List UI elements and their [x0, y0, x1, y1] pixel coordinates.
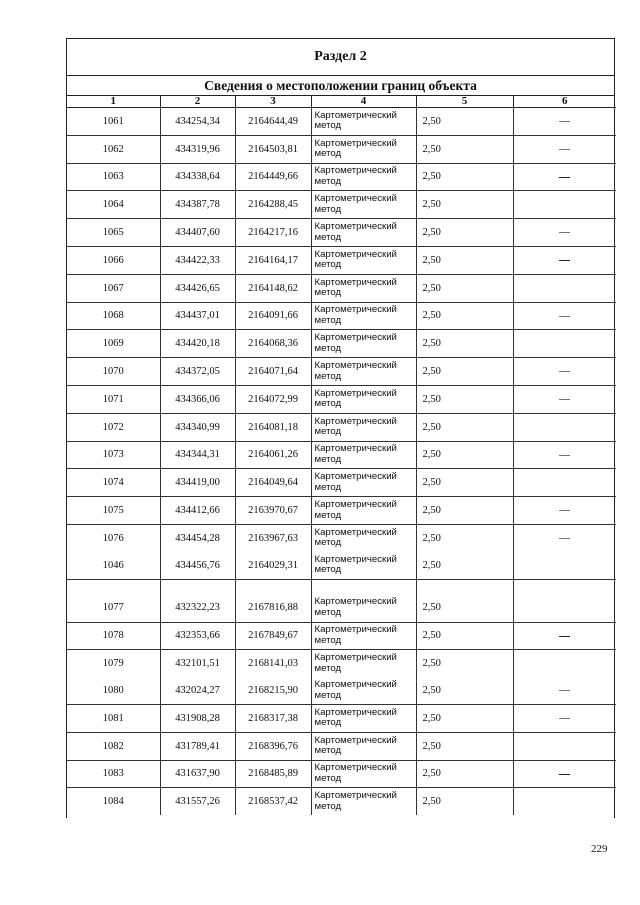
method-cell: Картометрический метод — [311, 246, 416, 274]
method-cell: Картометрический метод — [311, 441, 416, 469]
point-number-cell: 1064 — [67, 191, 160, 219]
dash-mark — [559, 636, 570, 637]
point-number-cell: 1063 — [67, 163, 160, 191]
y-coordinate-cell: 2164148,62 — [235, 274, 311, 302]
column-header-6: 6 — [513, 96, 616, 108]
point-number-cell: 1084 — [67, 788, 160, 815]
method-cell: Картометрический метод — [311, 330, 416, 358]
x-coordinate-cell: 432024,27 — [160, 677, 235, 704]
accuracy-cell: 2,50 — [416, 788, 513, 815]
column-number-row — [67, 96, 616, 108]
point-number-cell: 1069 — [67, 330, 160, 358]
method-cell: Картометрический метод — [311, 497, 416, 525]
point-number-cell: 1080 — [67, 677, 160, 704]
description-cell — [513, 650, 616, 677]
point-number-cell: 1071 — [67, 385, 160, 413]
accuracy-cell: 2,50 — [416, 650, 513, 677]
method-cell: Картометрический метод — [311, 469, 416, 497]
table-row — [67, 191, 616, 219]
description-cell — [513, 732, 616, 760]
method-cell: Картометрический метод — [311, 732, 416, 760]
table-row — [67, 497, 616, 525]
x-coordinate-cell: 431637,90 — [160, 760, 235, 788]
method-cell: Картометрический метод — [311, 358, 416, 386]
description-cell — [513, 441, 616, 469]
method-cell: Картометрический метод — [311, 788, 416, 815]
section-title: Раздел 2 — [67, 39, 614, 76]
y-coordinate-cell: 2164049,64 — [235, 469, 311, 497]
description-cell — [513, 108, 616, 136]
table-row — [67, 441, 616, 469]
column-header-1: 1 — [67, 96, 160, 108]
point-number-cell: 1072 — [67, 413, 160, 441]
table-row — [67, 330, 616, 358]
point-number-cell: 1061 — [67, 108, 160, 136]
x-coordinate-cell: 432101,51 — [160, 650, 235, 677]
x-coordinate-cell: 434254,34 — [160, 108, 235, 136]
dash-mark — [559, 232, 570, 233]
method-cell: Картометрический метод — [311, 524, 416, 551]
table-row — [67, 732, 616, 760]
method-cell: Картометрический метод — [311, 302, 416, 330]
x-coordinate-cell: 431908,28 — [160, 704, 235, 732]
x-coordinate-cell: 434426,65 — [160, 274, 235, 302]
method-cell: Картометрический метод — [311, 704, 416, 732]
y-coordinate-cell: 2164449,66 — [235, 163, 311, 191]
description-cell — [513, 677, 616, 704]
y-coordinate-cell: 2164029,31 — [235, 552, 311, 579]
point-number-cell: 1082 — [67, 732, 160, 760]
y-coordinate-cell: 2164091,66 — [235, 302, 311, 330]
description-cell — [513, 163, 616, 191]
y-coordinate-cell: 2168396,76 — [235, 732, 311, 760]
accuracy-cell: 2,50 — [416, 579, 513, 622]
table-row — [67, 579, 616, 622]
dash-mark — [559, 149, 570, 150]
dash-mark — [559, 690, 570, 691]
point-number-cell: 1077 — [67, 579, 160, 622]
accuracy-cell: 2,50 — [416, 163, 513, 191]
y-coordinate-cell: 2163967,63 — [235, 524, 311, 551]
y-coordinate-cell: 2164061,26 — [235, 441, 311, 469]
coordinates-table — [67, 96, 616, 815]
point-number-cell: 1068 — [67, 302, 160, 330]
accuracy-cell: 2,50 — [416, 191, 513, 219]
description-cell — [513, 413, 616, 441]
method-cell: Картометрический метод — [311, 413, 416, 441]
dash-mark — [559, 177, 570, 178]
description-cell — [513, 622, 616, 650]
accuracy-cell: 2,50 — [416, 497, 513, 525]
table-row — [67, 274, 616, 302]
table-row — [67, 135, 616, 163]
y-coordinate-cell: 2164288,45 — [235, 191, 311, 219]
point-number-cell: 1067 — [67, 274, 160, 302]
method-cell: Картометрический метод — [311, 108, 416, 136]
x-coordinate-cell: 434372,05 — [160, 358, 235, 386]
y-coordinate-cell: 2164644,49 — [235, 108, 311, 136]
description-cell — [513, 274, 616, 302]
y-coordinate-cell: 2168317,38 — [235, 704, 311, 732]
method-cell: Картометрический метод — [311, 622, 416, 650]
table-row — [67, 108, 616, 136]
table-row — [67, 760, 616, 788]
description-cell — [513, 385, 616, 413]
description-cell — [513, 358, 616, 386]
y-coordinate-cell: 2164164,17 — [235, 246, 311, 274]
x-coordinate-cell: 431557,26 — [160, 788, 235, 815]
accuracy-cell: 2,50 — [416, 677, 513, 704]
accuracy-cell: 2,50 — [416, 274, 513, 302]
accuracy-cell: 2,50 — [416, 413, 513, 441]
column-header-4: 4 — [311, 96, 416, 108]
y-coordinate-cell: 2163970,67 — [235, 497, 311, 525]
dash-mark — [559, 121, 570, 122]
column-header-3: 3 — [235, 96, 311, 108]
table-row — [67, 524, 616, 551]
point-number-cell: 1070 — [67, 358, 160, 386]
y-coordinate-cell: 2167849,67 — [235, 622, 311, 650]
method-cell: Картометрический метод — [311, 385, 416, 413]
x-coordinate-cell: 432353,66 — [160, 622, 235, 650]
method-cell: Картометрический метод — [311, 163, 416, 191]
accuracy-cell: 2,50 — [416, 622, 513, 650]
column-header-2: 2 — [160, 96, 235, 108]
point-number-cell: 1062 — [67, 135, 160, 163]
y-coordinate-cell: 2164068,36 — [235, 330, 311, 358]
table-row — [67, 219, 616, 247]
description-cell — [513, 788, 616, 815]
table-row — [67, 552, 616, 579]
x-coordinate-cell: 434338,64 — [160, 163, 235, 191]
point-number-cell: 1075 — [67, 497, 160, 525]
table-body — [67, 108, 616, 816]
point-number-cell: 1065 — [67, 219, 160, 247]
point-number-cell: 1046 — [67, 552, 160, 579]
table-row — [67, 788, 616, 815]
description-cell — [513, 246, 616, 274]
method-cell: Картометрический метод — [311, 135, 416, 163]
x-coordinate-cell: 434387,78 — [160, 191, 235, 219]
point-number-cell: 1081 — [67, 704, 160, 732]
y-coordinate-cell: 2168215,90 — [235, 677, 311, 704]
description-cell — [513, 469, 616, 497]
method-cell: Картометрический метод — [311, 274, 416, 302]
x-coordinate-cell: 434454,28 — [160, 524, 235, 551]
method-cell: Картометрический метод — [311, 650, 416, 677]
point-number-cell: 1079 — [67, 650, 160, 677]
description-cell — [513, 704, 616, 732]
method-cell: Картометрический метод — [311, 760, 416, 788]
table-row — [67, 246, 616, 274]
point-number-cell: 1078 — [67, 622, 160, 650]
table-frame — [66, 38, 615, 818]
table-row — [67, 650, 616, 677]
method-cell: Картометрический метод — [311, 191, 416, 219]
table-row — [67, 163, 616, 191]
x-coordinate-cell: 434407,60 — [160, 219, 235, 247]
dash-mark — [559, 538, 570, 539]
description-cell — [513, 191, 616, 219]
table-row — [67, 358, 616, 386]
page-number: 229 — [591, 843, 608, 855]
method-cell: Картометрический метод — [311, 552, 416, 579]
y-coordinate-cell: 2167816,88 — [235, 579, 311, 622]
x-coordinate-cell: 434437,01 — [160, 302, 235, 330]
dash-mark — [559, 316, 570, 317]
description-cell — [513, 760, 616, 788]
accuracy-cell: 2,50 — [416, 441, 513, 469]
method-cell: Картометрический метод — [311, 579, 416, 622]
y-coordinate-cell: 2164071,64 — [235, 358, 311, 386]
dash-mark — [559, 371, 570, 372]
accuracy-cell: 2,50 — [416, 358, 513, 386]
x-coordinate-cell: 432322,23 — [160, 579, 235, 622]
method-cell: Картометрический метод — [311, 219, 416, 247]
column-header-5: 5 — [416, 96, 513, 108]
y-coordinate-cell: 2168537,42 — [235, 788, 311, 815]
x-coordinate-cell: 434420,18 — [160, 330, 235, 358]
description-cell — [513, 219, 616, 247]
dash-mark — [559, 455, 570, 456]
dash-mark — [559, 260, 570, 261]
accuracy-cell: 2,50 — [416, 246, 513, 274]
x-coordinate-cell: 431789,41 — [160, 732, 235, 760]
method-cell: Картометрический метод — [311, 677, 416, 704]
x-coordinate-cell: 434319,96 — [160, 135, 235, 163]
table-row — [67, 413, 616, 441]
x-coordinate-cell: 434366,06 — [160, 385, 235, 413]
accuracy-cell: 2,50 — [416, 704, 513, 732]
y-coordinate-cell: 2164081,18 — [235, 413, 311, 441]
dash-mark — [559, 510, 570, 511]
y-coordinate-cell: 2164217,16 — [235, 219, 311, 247]
description-cell — [513, 579, 616, 622]
table-caption: Сведения о местоположении границ объекта — [67, 75, 614, 96]
point-number-cell: 1066 — [67, 246, 160, 274]
accuracy-cell: 2,50 — [416, 302, 513, 330]
x-coordinate-cell: 434422,33 — [160, 246, 235, 274]
accuracy-cell: 2,50 — [416, 385, 513, 413]
x-coordinate-cell: 434344,31 — [160, 441, 235, 469]
description-cell — [513, 302, 616, 330]
description-cell — [513, 497, 616, 525]
x-coordinate-cell: 434412,66 — [160, 497, 235, 525]
accuracy-cell: 2,50 — [416, 552, 513, 579]
point-number-cell: 1083 — [67, 760, 160, 788]
table-row — [67, 677, 616, 704]
table-row — [67, 622, 616, 650]
x-coordinate-cell: 434419,00 — [160, 469, 235, 497]
point-number-cell: 1076 — [67, 524, 160, 551]
description-cell — [513, 330, 616, 358]
table-row — [67, 469, 616, 497]
y-coordinate-cell: 2168141,03 — [235, 650, 311, 677]
point-number-cell: 1073 — [67, 441, 160, 469]
dash-mark — [559, 718, 570, 719]
accuracy-cell: 2,50 — [416, 135, 513, 163]
accuracy-cell: 2,50 — [416, 108, 513, 136]
description-cell — [513, 552, 616, 579]
point-number-cell: 1074 — [67, 469, 160, 497]
accuracy-cell: 2,50 — [416, 524, 513, 551]
x-coordinate-cell: 434340,99 — [160, 413, 235, 441]
y-coordinate-cell: 2164503,81 — [235, 135, 311, 163]
dash-mark — [559, 774, 570, 775]
accuracy-cell: 2,50 — [416, 732, 513, 760]
y-coordinate-cell: 2168485,89 — [235, 760, 311, 788]
accuracy-cell: 2,50 — [416, 469, 513, 497]
x-coordinate-cell: 434456,76 — [160, 552, 235, 579]
accuracy-cell: 2,50 — [416, 760, 513, 788]
accuracy-cell: 2,50 — [416, 219, 513, 247]
table-row — [67, 385, 616, 413]
table-row — [67, 704, 616, 732]
description-cell — [513, 135, 616, 163]
accuracy-cell: 2,50 — [416, 330, 513, 358]
y-coordinate-cell: 2164072,99 — [235, 385, 311, 413]
table-row — [67, 302, 616, 330]
description-cell — [513, 524, 616, 551]
dash-mark — [559, 399, 570, 400]
